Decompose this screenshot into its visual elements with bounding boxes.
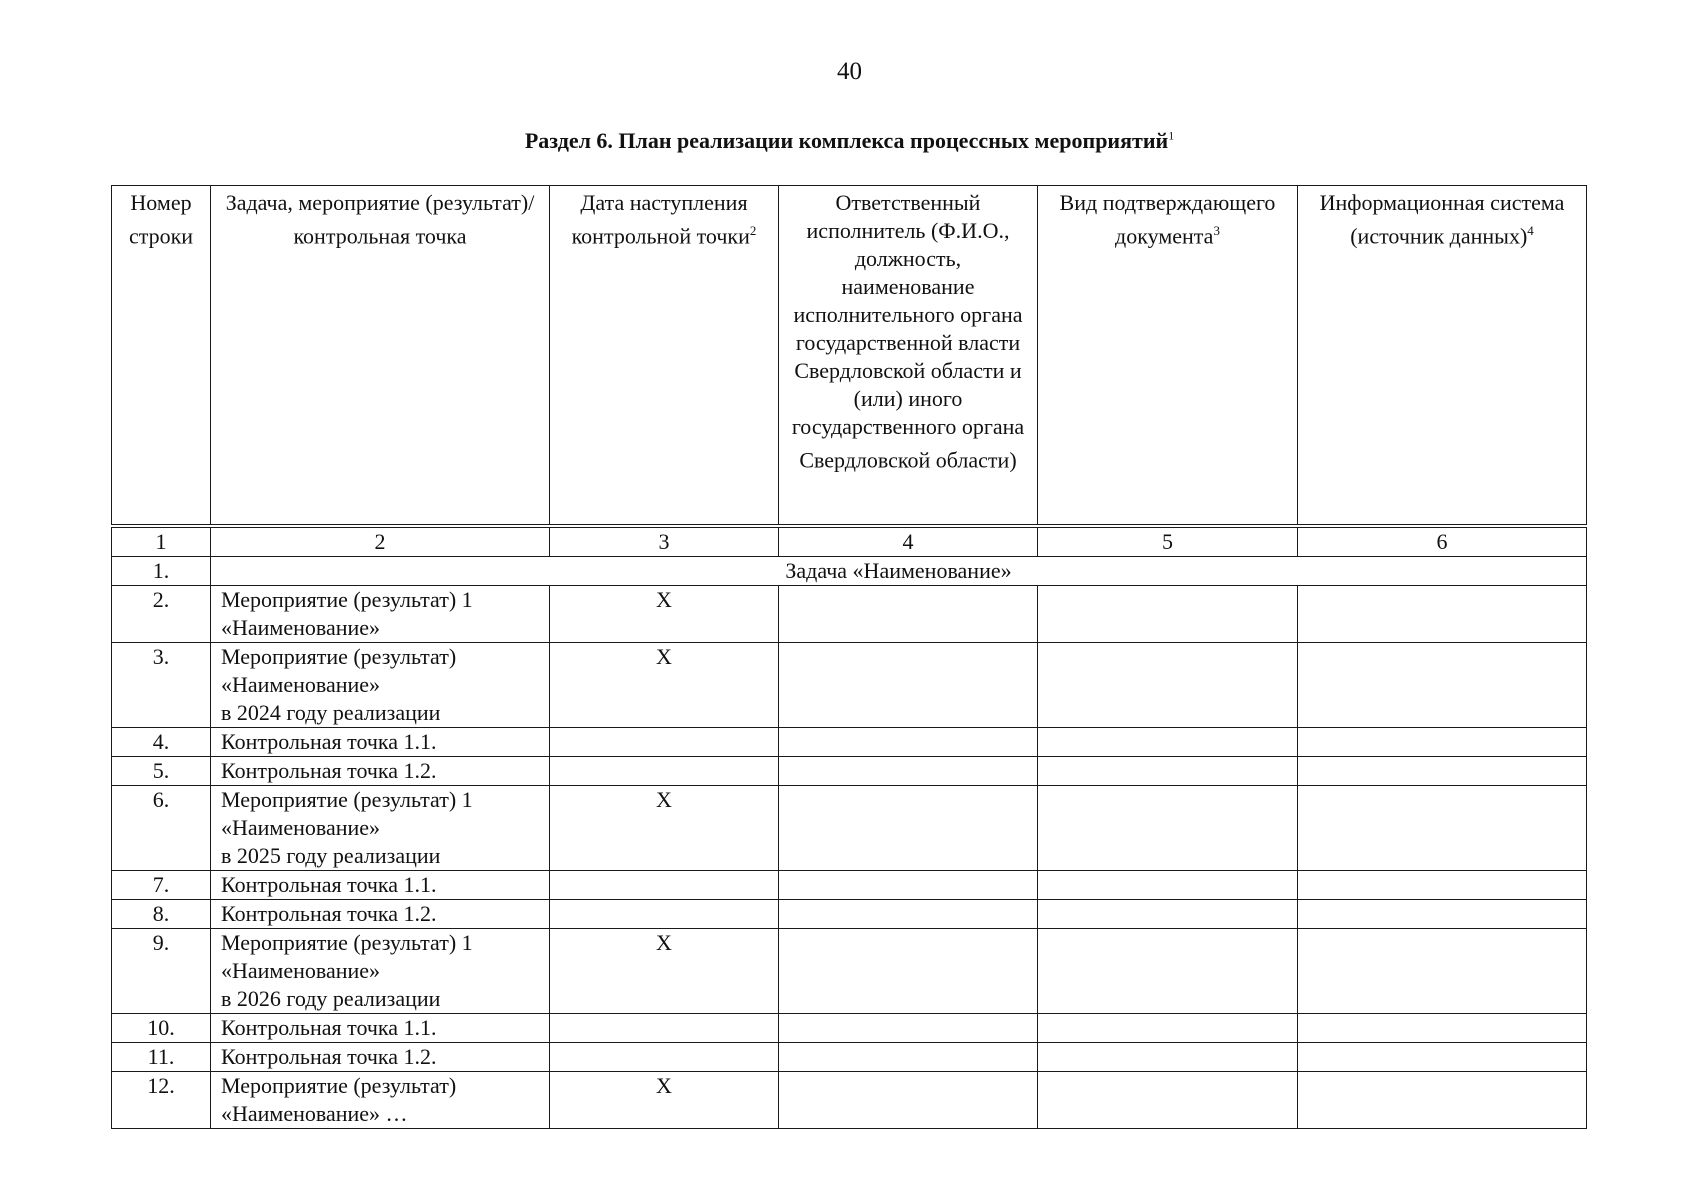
executor-cell [779, 900, 1038, 929]
activity-line: Мероприятие (результат) [221, 644, 457, 669]
activity-cell [211, 1072, 550, 1129]
date-cell [550, 900, 779, 929]
row-number: 5. [112, 757, 211, 786]
table-row [112, 1014, 1587, 1043]
date-cell: X [550, 1072, 779, 1129]
table-row [112, 786, 1587, 871]
info-system-cell [1298, 586, 1587, 643]
column-numbers-row [112, 528, 1587, 557]
date-cell [550, 757, 779, 786]
column-number: 5 [1038, 528, 1298, 557]
document-cell [1038, 900, 1298, 929]
row-number: 9. [112, 929, 211, 1014]
column-header: Дата наступления контрольной точки$^2$ [550, 186, 779, 525]
column-header: Номер строки [112, 186, 211, 525]
activity-line: «Наименование» [221, 958, 381, 983]
activity-cell [211, 757, 550, 786]
executor-cell [779, 1014, 1038, 1043]
activity-line: Мероприятие (результат) 1 [221, 787, 473, 812]
column-header: Ответственный исполнитель (Ф.И.О., должность, наименование исполнительного органа государственной власти Свердловской области и (или) иного государственного органа Свердловской области) [779, 186, 1038, 525]
table-row [112, 728, 1587, 757]
table-row [112, 586, 1587, 643]
table-row [112, 900, 1587, 929]
date-cell: X [550, 786, 779, 871]
activity-cell [211, 586, 550, 643]
activity-line: Контрольная точка 1.1. [221, 872, 437, 897]
activity-cell [211, 929, 550, 1014]
info-system-cell [1298, 929, 1587, 1014]
row-number: 2. [112, 586, 211, 643]
table-row [112, 1072, 1587, 1129]
plan-table-header [111, 185, 1587, 525]
executor-cell [779, 728, 1038, 757]
document-cell [1038, 871, 1298, 900]
executor-cell [779, 586, 1038, 643]
activity-line: «Наименование» [221, 672, 381, 697]
row-number: 11. [112, 1043, 211, 1072]
info-system-cell [1298, 1014, 1587, 1043]
executor-cell [779, 643, 1038, 728]
activity-line: Контрольная точка 1.1. [221, 729, 437, 754]
row-number: 6. [112, 786, 211, 871]
document-cell [1038, 728, 1298, 757]
row-number: 1. [112, 557, 211, 586]
document-cell [1038, 929, 1298, 1014]
task-title: Задача «Наименование» [211, 557, 1587, 586]
info-system-cell [1298, 871, 1587, 900]
table-row [112, 871, 1587, 900]
document-cell [1038, 1072, 1298, 1129]
document-cell [1038, 757, 1298, 786]
activity-line: Контрольная точка 1.2. [221, 1044, 437, 1069]
plan-table-body [111, 527, 1587, 1129]
column-header: Информационная система (источник данных)$^4$ [1298, 186, 1587, 525]
column-number: 6 [1298, 528, 1587, 557]
date-cell: X [550, 586, 779, 643]
column-number: 4 [779, 528, 1038, 557]
table-row [112, 1043, 1587, 1072]
info-system-cell [1298, 786, 1587, 871]
date-cell [550, 1014, 779, 1043]
activity-cell [211, 728, 550, 757]
section-title [0, 128, 1699, 154]
column-number: 1 [112, 528, 211, 557]
executor-cell [779, 786, 1038, 871]
activity-line: в 2024 году реализации [221, 700, 441, 725]
header-row [112, 186, 1587, 525]
row-number: 8. [112, 900, 211, 929]
row-number: 3. [112, 643, 211, 728]
date-cell [550, 728, 779, 757]
column-header: Задача, мероприятие (результат)/контрольная точка [211, 186, 550, 525]
task-row [112, 557, 1587, 586]
date-cell [550, 871, 779, 900]
column-number: 2 [211, 528, 550, 557]
document-cell [1038, 1014, 1298, 1043]
activity-line: в 2025 году реализации [221, 843, 441, 868]
info-system-cell [1298, 643, 1587, 728]
document-cell [1038, 1043, 1298, 1072]
row-number: 4. [112, 728, 211, 757]
section-title-text: Раздел 6. План реализации комплекса процессных мероприятий [524, 128, 1169, 153]
date-cell [550, 1043, 779, 1072]
page-number: 40 [837, 58, 862, 85]
activity-line: в 2026 году реализации [221, 986, 441, 1011]
date-cell: X [550, 929, 779, 1014]
activity-cell [211, 643, 550, 728]
info-system-cell [1298, 728, 1587, 757]
activity-line: «Наименование» … [221, 1101, 408, 1126]
table-row [112, 757, 1587, 786]
info-system-cell [1298, 900, 1587, 929]
activity-cell [211, 871, 550, 900]
activity-line: «Наименование» [221, 615, 381, 640]
activity-line: Контрольная точка 1.1. [221, 1015, 437, 1040]
activity-line: «Наименование» [221, 815, 381, 840]
activity-line: Мероприятие (результат) [221, 1073, 457, 1098]
table-row [112, 929, 1587, 1014]
document-cell [1038, 586, 1298, 643]
activity-cell [211, 900, 550, 929]
section-title-footnote: 1 [1168, 128, 1175, 143]
activity-line: Мероприятие (результат) 1 [221, 587, 473, 612]
activity-line: Мероприятие (результат) 1 [221, 930, 473, 955]
executor-cell [779, 871, 1038, 900]
info-system-cell [1298, 757, 1587, 786]
row-number: 7. [112, 871, 211, 900]
activity-cell [211, 1043, 550, 1072]
column-header: Вид подтверждающего документа$^3$ [1038, 186, 1298, 525]
row-number: 12. [112, 1072, 211, 1129]
executor-cell [779, 929, 1038, 1014]
executor-cell [779, 1043, 1038, 1072]
info-system-cell [1298, 1072, 1587, 1129]
activity-cell [211, 1014, 550, 1043]
document-cell [1038, 643, 1298, 728]
document-cell [1038, 786, 1298, 871]
executor-cell [779, 1072, 1038, 1129]
date-cell: X [550, 643, 779, 728]
table-row [112, 643, 1587, 728]
activity-line: Контрольная точка 1.2. [221, 758, 437, 783]
activity-cell [211, 786, 550, 871]
executor-cell [779, 757, 1038, 786]
activity-line: Контрольная точка 1.2. [221, 901, 437, 926]
column-number: 3 [550, 528, 779, 557]
info-system-cell [1298, 1043, 1587, 1072]
row-number: 10. [112, 1014, 211, 1043]
